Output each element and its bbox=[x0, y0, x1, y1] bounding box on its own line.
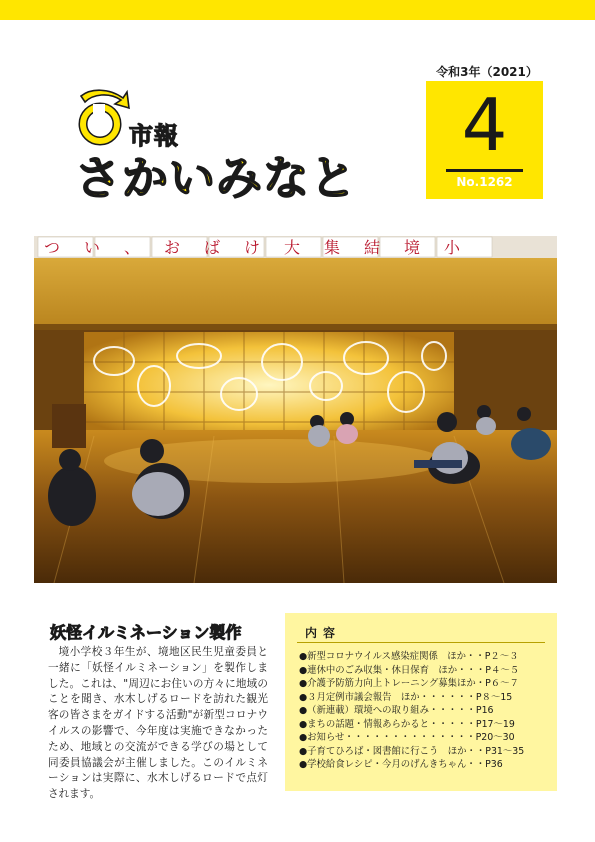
contents-list bbox=[299, 650, 551, 772]
contents-item: ●まちの話題・情報あらかると・・・・・P17～19 bbox=[299, 718, 515, 730]
contents-item: ●子育てひろば・図書館に行こう ほか・・P31～35 bbox=[299, 745, 525, 757]
contents-title: 内容 bbox=[305, 626, 342, 640]
logo-subtitle: 市報 bbox=[129, 122, 179, 150]
contents-item: ●（新連載）環境への取り組み・・・・・P16 bbox=[299, 705, 494, 716]
issue-month-number: 4 bbox=[461, 83, 508, 167]
contents-item: ●お知らせ・・・・・・・・・・・・・・P20～30 bbox=[299, 732, 515, 743]
top-color-bar bbox=[0, 0, 595, 20]
contents-box bbox=[285, 613, 557, 791]
school-banner-text: つい、おばけ大集結境小 bbox=[43, 238, 485, 257]
cover-photo bbox=[34, 236, 557, 583]
contents-item: ●介護予防筋力向上トレーニング募集ほか・P６～７ bbox=[299, 678, 519, 689]
issue-serial-number: No.1262 bbox=[456, 175, 513, 189]
issue-divider bbox=[446, 169, 523, 172]
contents-item: ●３月定例市議会報告 ほか・・・・・・P８～15 bbox=[299, 691, 513, 703]
contents-item: ●連休中のごみ収集・休日保育 ほか・・・P４～５ bbox=[299, 664, 520, 676]
article-headline: 妖怪イルミネーション製作 bbox=[50, 623, 242, 642]
city-emblem-icon bbox=[73, 86, 131, 150]
contents-item: ●新型コロナウイルス感染症関係 ほか・・P２～３ bbox=[299, 651, 519, 662]
logo-title: さかいみなと bbox=[75, 151, 357, 205]
publication-logo bbox=[73, 86, 403, 204]
article-body: 境小学校３年生が、境地区民生児童委員と一緒に「妖怪イルミネーション」を製作しました。これは、"周辺にお住いの方々に地域のことを聞き、水木しげるロードを訪れた観光客の皆さまをガイドする活動"が新型コロナウイルスの影響で、今年度は実施できなかったため、地域との交流ができる学びの場として同委員協議会が主催しました。このイルミネーションは実際に、水木しげるロードで点灯されます。 bbox=[48, 646, 268, 801]
gym-illumination-photo bbox=[34, 236, 557, 583]
issue-era-date: 令和3年（2021） bbox=[436, 65, 538, 79]
issue-badge bbox=[426, 81, 543, 199]
contents-divider bbox=[297, 642, 545, 643]
contents-item: ●学校給食レシピ・今月のげんきちゃん・・P36 bbox=[299, 759, 503, 770]
